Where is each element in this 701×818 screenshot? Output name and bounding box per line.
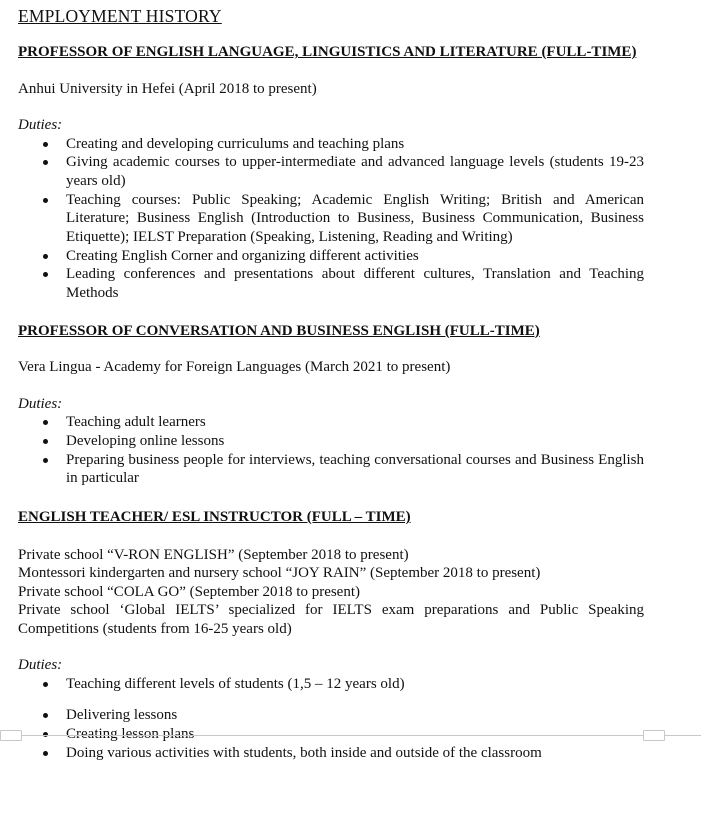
job-entry-1 [18, 43, 644, 303]
duty-item: Leading conferences and presentations about different cultures, Translation and Teaching Methods [18, 265, 644, 302]
job-title: PROFESSOR OF ENGLISH LANGUAGE, LINGUISTICS AND LITERATURE (FULL-TIME) [18, 44, 637, 60]
document-page [18, 6, 644, 762]
duty-item: Creating English Corner and organizing different activities [18, 247, 644, 266]
duties-list [18, 135, 644, 303]
duty-item: Giving academic courses to upper-intermediate and advanced language levels (students 19-23 years old) [18, 153, 644, 190]
job-title: ENGLISH TEACHER/ ESL INSTRUCTOR (FULL – TIME) [18, 509, 411, 526]
duty-item: Creating and developing curriculums and teaching plans [18, 135, 644, 154]
duties-list [18, 675, 644, 694]
bullet-icon [43, 272, 48, 277]
bullet-icon [43, 198, 48, 203]
bullet-icon [43, 713, 48, 718]
job-organization: Vera Lingua - Academy for Foreign Languages (March 2021 to present) [18, 359, 451, 376]
duties-label: Duties: [18, 657, 63, 674]
duties-label: Duties: [18, 117, 63, 133]
school-line: Private school ‘Global IELTS’ specialized for IELTS exam preparations and Public Speaking Competitions (students from 16-25 years old) [18, 602, 644, 637]
duty-item: Delivering lessons [18, 706, 644, 725]
duty-item: Preparing business people for interviews, teaching conversational courses and Business English in particular [18, 451, 644, 488]
bullet-icon [43, 160, 48, 165]
duty-item: Creating lesson plans [18, 725, 644, 744]
job-organization: Anhui University in Hefei (April 2018 to present) [18, 80, 317, 97]
bullet-icon [43, 254, 48, 259]
page-break-right-marker [643, 730, 665, 741]
duty-item: Teaching courses: Public Speaking; Academic English Writing; British and American Literature; Business English (Introduction to Business, Business Communication, Business Etiquette); IELST Preparation (Speaking, Listening, Reading and Writing) [18, 191, 644, 247]
bullet-icon [43, 420, 48, 425]
job-entry-3 [18, 508, 644, 762]
school-line: Private school “COLA GO” (September 2018 to present) [18, 583, 361, 600]
bullet-icon [43, 682, 48, 687]
duties-list [18, 413, 644, 488]
duty-item: Developing online lessons [18, 432, 644, 451]
school-line: Montessori kindergarten and nursery school “JOY RAIN” (September 2018 to present) [18, 565, 541, 582]
bullet-icon [43, 439, 48, 444]
school-line: Private school “V-RON ENGLISH” (September 2018 to present) [18, 546, 409, 563]
bullet-icon [43, 751, 48, 756]
page-break-left-marker [0, 730, 22, 741]
bullet-icon [43, 142, 48, 147]
page-break-line [0, 735, 701, 736]
duty-item: Teaching adult learners [18, 413, 644, 432]
job-entry-2 [18, 322, 644, 488]
job-title: PROFESSOR OF CONVERSATION AND BUSINESS ENGLISH (FULL-TIME) [18, 322, 540, 339]
section-heading: EMPLOYMENT HISTORY [18, 6, 222, 26]
duty-item: Teaching different levels of students (1,5 – 12 years old) [18, 675, 644, 694]
bullet-icon [43, 458, 48, 463]
duty-item: Doing various activities with students, both inside and outside of the classroom [18, 744, 644, 763]
duties-label: Duties: [18, 395, 63, 412]
